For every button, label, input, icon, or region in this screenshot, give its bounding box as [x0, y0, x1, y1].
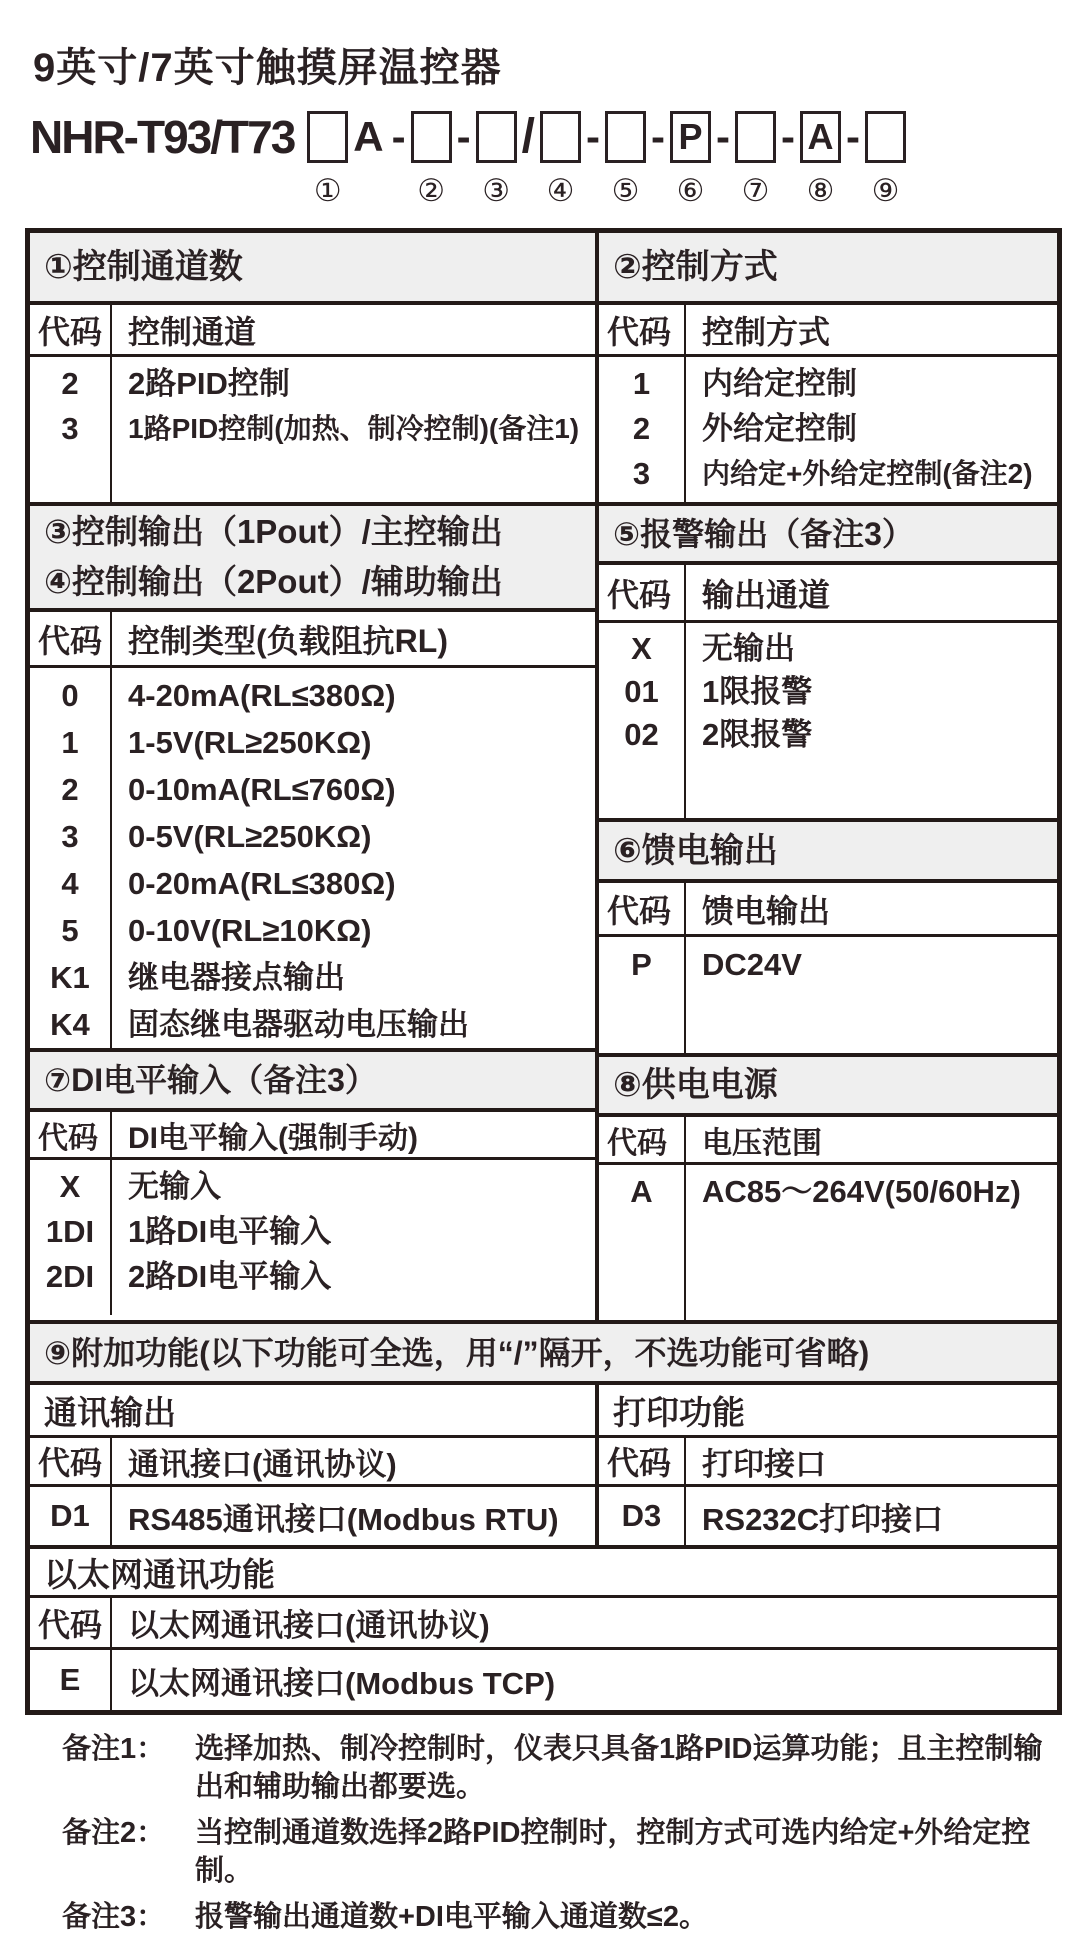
section-2-rows — [599, 357, 1057, 502]
desc-cells — [686, 937, 1057, 1053]
note-label: 备注3： — [62, 1901, 166, 1933]
code-cell: 2DI — [45, 1259, 95, 1294]
desc-cell: DC24V — [702, 947, 802, 982]
desc-cells — [112, 357, 595, 502]
code-cell: D1 — [30, 1487, 112, 1545]
section-7-rows — [30, 1160, 595, 1315]
comm-output-header: 通讯输出 — [44, 1393, 176, 1431]
desc-col-header: 以太网通讯接口(通讯协议) — [128, 1608, 490, 1643]
section-5-header: ⑤报警输出（备注3） — [599, 502, 1057, 565]
model-box-1 — [307, 106, 348, 209]
note-3 — [62, 1898, 1052, 1936]
desc-cells — [112, 1160, 595, 1315]
desc-col-header: 通讯接口(通讯协议) — [128, 1446, 397, 1482]
notes — [62, 1730, 1052, 1944]
code-cell: 5 — [61, 913, 79, 948]
left-column — [30, 233, 595, 1320]
desc-cell: 2限报警 — [702, 717, 813, 752]
model-box-a: A ⑧ — [800, 106, 841, 209]
code-cell: 3 — [61, 819, 79, 854]
code-cell: 1 — [61, 725, 79, 760]
ethernet-header: 以太网通讯功能 — [30, 1545, 1057, 1598]
desc-col-header: 电压范围 — [702, 1126, 822, 1160]
code-col-header: 代码 — [599, 565, 686, 620]
desc-col-header: DI电平输入(强制手动) — [128, 1121, 418, 1155]
model-box-5 — [605, 106, 646, 209]
circled-number-8: ⑧ — [806, 173, 835, 208]
code-col-header: 代码 — [30, 612, 112, 665]
code-cells — [30, 357, 112, 502]
desc-cell: 无输出 — [702, 631, 795, 666]
model-box-7 — [735, 106, 776, 209]
spec-table-columns — [30, 233, 1057, 1320]
code-cell: D3 — [599, 1487, 686, 1545]
code-col-header: 代码 — [30, 305, 112, 354]
desc-cell: AC85～264V(50/60Hz) — [702, 1174, 1021, 1209]
code-box — [735, 111, 776, 163]
desc-col-header: 控制方式 — [702, 313, 831, 350]
code-cell: 3 — [632, 456, 651, 491]
section-1-rows — [30, 357, 595, 502]
code-cells — [30, 1160, 112, 1315]
note-text: 报警输出通道数+DI电平输入通道数≤2。 — [195, 1901, 708, 1933]
code-box — [605, 111, 646, 163]
model-dash: - — [845, 113, 860, 160]
section-9-subheaders — [30, 1438, 1057, 1487]
note-1 — [62, 1730, 1052, 1806]
section-2-subheader — [599, 305, 1057, 357]
section-5-rows — [599, 623, 1057, 818]
desc-cell: 固态继电器驱动电压输出 — [128, 1007, 469, 1042]
ethernet-row — [30, 1650, 1057, 1710]
code-cells — [599, 623, 686, 818]
desc-cell: 0-20mA(RL≤380Ω) — [128, 866, 396, 901]
code-box — [411, 111, 452, 163]
circled-number-3: ③ — [482, 173, 511, 208]
section-3-4-rows — [30, 668, 595, 1048]
code-cell: 4 — [61, 866, 79, 901]
model-dash: - — [456, 113, 471, 160]
circled-number-7: ⑦ — [741, 173, 770, 208]
desc-cell: 1路DI电平输入 — [128, 1214, 332, 1249]
note-text: 选择加热、制冷控制时，仪表只具备1路PID运算功能；且主控制输出和辅助输出都要选。 — [195, 1733, 1043, 1803]
desc-cell: 内给定+外给定控制(备注2) — [702, 458, 1033, 489]
section-5-subheader — [599, 565, 1057, 623]
code-cell: 0 — [61, 678, 79, 713]
model-box-9 — [865, 106, 906, 209]
circled-number-1: ① — [313, 173, 342, 208]
desc-cells — [686, 1165, 1057, 1320]
note-label: 备注1： — [62, 1733, 166, 1765]
table-row — [595, 1487, 1057, 1545]
note-label: 备注2： — [62, 1817, 166, 1849]
model-dash: - — [391, 113, 406, 160]
desc-cell: 1-5V(RL≥250KΩ) — [128, 725, 372, 760]
print-function-header: 打印功能 — [595, 1385, 1057, 1435]
desc-cell: 0-10mA(RL≤760Ω) — [128, 772, 396, 807]
desc-cell: 继电器接点输出 — [128, 960, 345, 995]
desc-cell: 内给定控制 — [702, 366, 857, 401]
section-3-4-subheader — [30, 612, 595, 668]
section-6-subheader — [599, 883, 1057, 937]
code-cells — [599, 357, 686, 502]
model-dash: - — [780, 113, 795, 160]
section-8-header: ⑧供电电源 — [599, 1053, 1057, 1117]
code-box — [540, 111, 581, 163]
desc-cells — [686, 357, 1057, 502]
model-dash: - — [585, 113, 600, 160]
circled-number-4: ④ — [546, 173, 575, 208]
model-code — [30, 106, 907, 209]
code-cell: 1 — [632, 366, 651, 401]
desc-cell: 2路DI电平输入 — [128, 1259, 332, 1294]
desc-col-header: 控制通道 — [128, 313, 257, 350]
model-box-3 — [476, 106, 517, 209]
code-box — [307, 111, 348, 163]
code-cell: P — [631, 947, 652, 982]
code-cell: K1 — [50, 960, 90, 995]
note-2 — [62, 1814, 1052, 1890]
desc-cell: RS485通讯接口(Modbus RTU) — [128, 1501, 559, 1537]
code-box — [476, 111, 517, 163]
right-column — [595, 233, 1057, 1320]
circled-number-5: ⑤ — [611, 173, 640, 208]
code-cell: X — [59, 1169, 81, 1204]
code-cells — [599, 937, 686, 1053]
section-6-rows — [599, 937, 1057, 1053]
model-slash: / — [521, 110, 535, 163]
section-6-header: ⑥馈电输出 — [599, 818, 1057, 883]
code-cell: 2 — [61, 366, 79, 401]
code-cells — [30, 668, 112, 1048]
section-7-subheader — [30, 1112, 595, 1160]
section-9-rows — [30, 1487, 1057, 1545]
code-col-header: 代码 — [599, 305, 686, 354]
code-cell: 02 — [624, 717, 659, 752]
model-box-2 — [411, 106, 452, 209]
code-cell: 2 — [632, 411, 651, 446]
code-col-header: 代码 — [30, 1598, 112, 1647]
page-title: 9英寸/7英寸触摸屏温控器 — [33, 46, 502, 90]
circled-number-9: ⑨ — [871, 173, 900, 208]
desc-cell: 2路PID控制 — [128, 366, 290, 401]
code-box — [865, 111, 906, 163]
code-col-header: 代码 — [599, 1117, 686, 1162]
desc-cell: 无输入 — [128, 1169, 221, 1204]
desc-cell: RS232C打印接口 — [702, 1501, 944, 1537]
code-cell: 3 — [61, 411, 79, 446]
desc-cells — [112, 668, 595, 1048]
desc-col-header: 馈电输出 — [702, 892, 831, 929]
code-col-header: 代码 — [599, 883, 686, 934]
code-col-header: 代码 — [30, 1438, 112, 1484]
model-dash: - — [715, 113, 730, 160]
table-row — [30, 1487, 595, 1545]
desc-cell: 0-5V(RL≥250KΩ) — [128, 819, 372, 854]
code-cell: 1DI — [45, 1214, 95, 1249]
code-cells — [599, 1165, 686, 1320]
desc-col-header: 控制类型(负载阻抗RL) — [128, 622, 448, 659]
section-1-subheader — [30, 305, 595, 357]
desc-col-header: 打印接口 — [702, 1446, 826, 1482]
spec-table — [25, 228, 1062, 1715]
model-box-4 — [540, 106, 581, 209]
desc-col-header: 输出通道 — [702, 576, 831, 613]
ethernet-subheader — [30, 1598, 1057, 1650]
code-cell: 01 — [624, 674, 659, 709]
code-cell: A — [630, 1174, 653, 1209]
section-9-group-headers — [30, 1385, 1057, 1438]
section-1-header: ①控制通道数 — [30, 233, 595, 305]
code-cell: K4 — [50, 1007, 90, 1042]
section-8-subheader — [599, 1117, 1057, 1165]
desc-cell: 1路PID控制(加热、制冷控制)(备注1) — [128, 413, 580, 444]
model-prefix: NHR-T93/T73 — [30, 111, 295, 163]
section-8-rows — [599, 1165, 1057, 1320]
section-2-header: ②控制方式 — [599, 233, 1057, 305]
section-3-4-header: ③控制输出（1Pout）/主控输出 ④控制输出（2Pout）/辅助输出 — [30, 502, 595, 612]
model-box-p: P ⑥ — [670, 106, 711, 209]
code-col-header: 代码 — [30, 1112, 112, 1157]
circled-number-6: ⑥ — [676, 173, 705, 208]
desc-cell: 0-10V(RL≥10KΩ) — [128, 913, 372, 948]
code-cell: E — [30, 1650, 112, 1710]
model-dash: - — [650, 113, 665, 160]
section-9-header: ⑨附加功能(以下功能可全选，用“/”隔开，不选功能可省略) — [30, 1320, 1057, 1385]
code-cell: X — [631, 631, 652, 666]
desc-cell: 1限报警 — [702, 674, 813, 709]
desc-cell: 4-20mA(RL≤380Ω) — [128, 678, 396, 713]
model-letter-a: A — [353, 113, 384, 160]
note-text: 当控制通道数选择2路PID控制时，控制方式可选内给定+外给定控制。 — [195, 1817, 1031, 1887]
desc-cell: 以太网通讯接口(Modbus TCP) — [128, 1665, 556, 1701]
section-7-header: ⑦DI电平输入（备注3） — [30, 1048, 595, 1112]
desc-cell: 外给定控制 — [702, 411, 857, 446]
code-col-header: 代码 — [599, 1438, 686, 1484]
desc-cells — [686, 623, 1057, 818]
code-cell: 2 — [61, 772, 79, 807]
circled-number-2: ② — [417, 173, 446, 208]
